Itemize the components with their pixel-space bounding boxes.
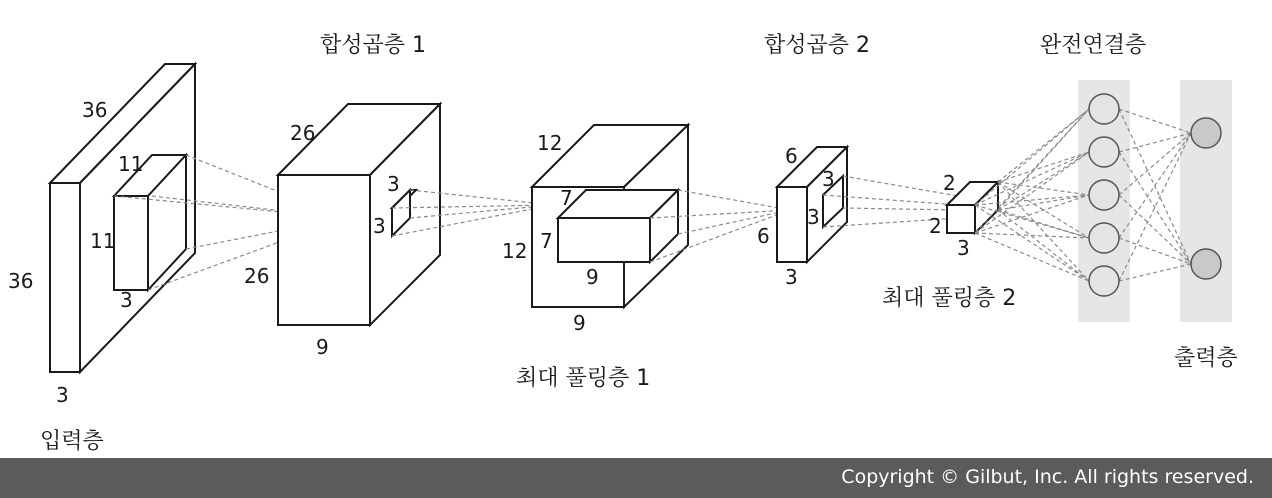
conv1-top-label: 26: [290, 121, 316, 145]
input-kernel-front: [114, 196, 148, 290]
pool2-to-fc-link: [975, 233, 1089, 281]
pool1-depth-label: 9: [573, 311, 586, 335]
input-kernel-side-label: 11: [90, 229, 116, 253]
pool1-inner-label-3: 9: [586, 265, 599, 289]
fc-node: [1089, 137, 1119, 167]
conv2-depth-label: 3: [785, 265, 798, 289]
copyright-text: Copyright © Gilbut, Inc. All rights reserved.: [841, 466, 1254, 488]
conv1-front-face: [278, 175, 370, 325]
fc-node: [1089, 94, 1119, 124]
conv1-title: 합성곱층 1: [320, 33, 426, 58]
input-kernel-top-label: 11: [118, 152, 144, 176]
pool2-to-fc-link: [998, 210, 1089, 238]
input-layer-title: 입력층: [40, 429, 104, 454]
fc-node: [1089, 266, 1119, 296]
pool2-to-fc-link: [998, 152, 1089, 182]
input-top-label: 36: [82, 98, 108, 122]
input-depth-label: 3: [56, 383, 69, 407]
pool2-side-label: 2: [929, 214, 942, 238]
conv2-front-face: [777, 187, 807, 262]
fc-title: 완전연결층: [1040, 33, 1147, 58]
pool2-front-face: [947, 205, 975, 233]
conv2-top-label: 6: [785, 144, 798, 168]
input-front-face: [50, 183, 80, 372]
pool2-depth-label: 3: [957, 236, 970, 260]
output-layer-band: [1180, 80, 1232, 322]
pool1-title: 최대 풀링층 1: [516, 366, 651, 391]
conv1-kernel-label-2: 3: [373, 214, 386, 238]
fc-node: [1089, 223, 1119, 253]
conv2-kernel-label-2: 3: [807, 205, 820, 229]
conv1-depth-label: 9: [316, 335, 329, 359]
input-side-label: 36: [8, 269, 34, 293]
pool1-inner-label-2: 7: [540, 229, 553, 253]
conv2-title: 합성곱층 2: [764, 33, 870, 58]
output-title: 출력층: [1174, 346, 1238, 371]
pool2-to-fc-link: [975, 109, 1089, 205]
pool2-title: 최대 풀링층 2: [882, 286, 1017, 311]
pool1-inner-front: [558, 218, 650, 262]
pool1-inner-block: [558, 190, 678, 262]
pool1-side-label: 12: [502, 239, 528, 263]
pool2-to-fc-link: [998, 109, 1089, 182]
copyright-footer: [0, 458, 1272, 498]
fc-node: [1089, 180, 1119, 210]
conv2-kernel-label-1: 3: [822, 167, 835, 191]
conv1-kernel-label-1: 3: [387, 172, 400, 196]
pool2-top-label: 2: [943, 171, 956, 195]
conv2-side-label: 6: [757, 224, 770, 248]
pool2-to-fc-link: [998, 195, 1089, 210]
pool1-inner-label-1: 7: [560, 186, 573, 210]
input-kernel-depth-label: 3: [120, 288, 133, 312]
pool2-to-fc-link: [975, 205, 1089, 238]
output-node: [1191, 118, 1221, 148]
conv1-side-label: 26: [244, 264, 270, 288]
output-node: [1191, 249, 1221, 279]
pool1-top-label: 12: [537, 131, 563, 155]
